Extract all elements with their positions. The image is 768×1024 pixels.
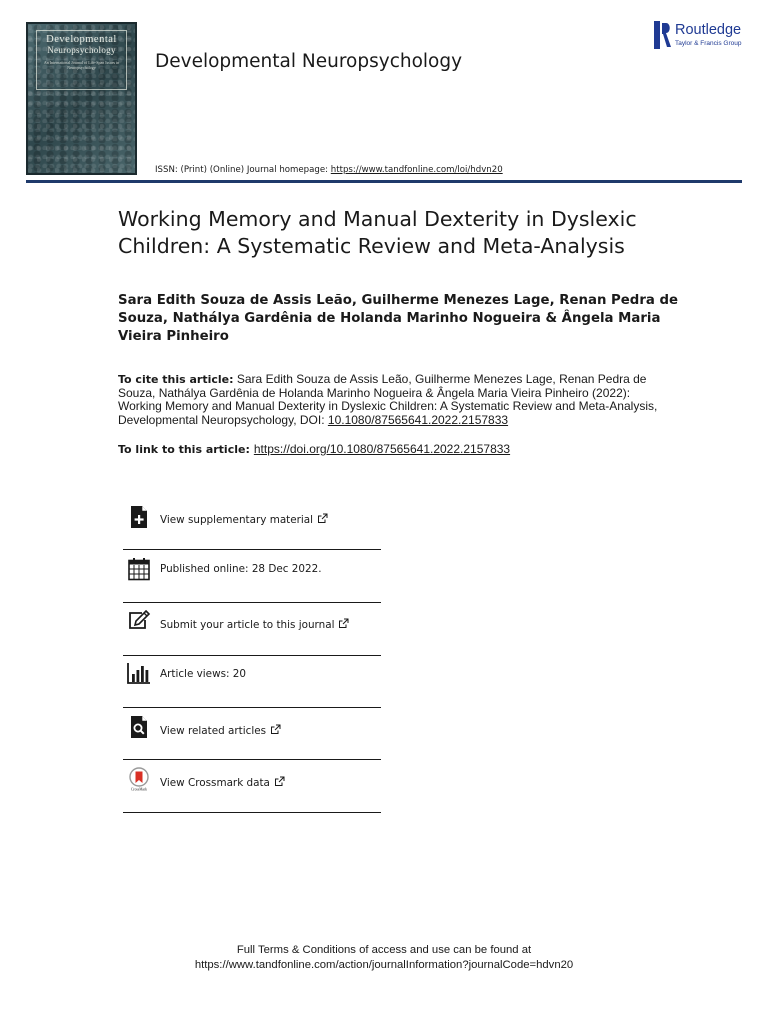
cite-doi-link[interactable]: 10.1080/87565641.2022.2157833 xyxy=(327,412,509,427)
edit-icon xyxy=(127,609,151,633)
cover-title-box xyxy=(36,30,127,90)
related-articles-label: View related articles xyxy=(160,724,281,737)
external-link-icon xyxy=(274,776,285,787)
info-divider xyxy=(123,759,381,760)
info-divider xyxy=(123,602,381,603)
routledge-logo-icon xyxy=(654,21,672,49)
supplementary-file-icon xyxy=(127,505,151,529)
publisher-tagline: Taylor & Francis Group xyxy=(675,40,742,47)
info-divider xyxy=(123,707,381,708)
info-divider xyxy=(123,812,381,813)
article-doi-link[interactable]: https://doi.org/10.1080/87565641.2022.2157833 xyxy=(253,442,511,456)
external-link-icon xyxy=(270,724,281,735)
header-divider xyxy=(26,180,742,183)
journal-title: Developmental Neuropsychology xyxy=(155,51,463,72)
published-online-item xyxy=(123,552,381,604)
footer-line1: Full Terms & Conditions of access and use can be found at xyxy=(236,944,532,956)
citation-block xyxy=(118,373,658,427)
article-authors: Sara Edith Souza de Assis Leão, Guilherme Menezes Lage, Renan Pedra de Souza, Nathálya Gardênia de Holanda Marinho Nogueira & Ângela Maria Vieira Pinheiro xyxy=(118,293,679,344)
link-label: To link to this article: xyxy=(118,443,250,456)
calendar-icon xyxy=(127,557,151,581)
related-articles-item[interactable] xyxy=(123,710,381,762)
crossmark-caption: CrossMark xyxy=(131,787,147,791)
journal-cover xyxy=(26,22,137,175)
submit-article-label: Submit your article to this journal xyxy=(160,618,349,631)
cite-text: Sara Edith Souza de Assis Leão, Guilherme Menezes Lage, Renan Pedra de Souza, Nathálya Gardênia de Holanda Marinho Nogueira & Ângela Maria Vieira Pinheiro (2022): Working Memory and Manual Dexterity in Dyslexic Children: A Systematic Review and Meta-Analysis, Developmental Neuropsychology, DOI: xyxy=(118,372,658,427)
article-views-item xyxy=(123,658,381,710)
footer-terms-link[interactable]: https://www.tandfonline.com/action/journalInformation?journalCode=hdvn20 xyxy=(194,958,574,971)
bar-chart-icon xyxy=(127,661,151,685)
cover-title-line1: Developmental xyxy=(46,34,117,45)
search-document-icon xyxy=(127,715,151,739)
external-link-icon xyxy=(338,618,349,629)
crossmark-icon xyxy=(127,767,151,791)
info-divider xyxy=(123,549,381,550)
article-views-label: Article views: 20 xyxy=(160,668,247,680)
supplementary-material-label: View supplementary material xyxy=(160,513,328,526)
article-title: Working Memory and Manual Dexterity in Dyslexic Children: A Systematic Review and Meta-Analysis xyxy=(118,207,637,258)
issn-text: ISSN: (Print) (Online) Journal homepage: xyxy=(155,165,331,175)
published-online-label: Published online: 28 Dec 2022. xyxy=(160,563,322,575)
crossmark-label: View Crossmark data xyxy=(160,776,285,789)
cite-label: To cite this article: xyxy=(118,373,234,386)
terms-footer xyxy=(0,943,768,972)
supplementary-material-item[interactable] xyxy=(123,500,381,552)
issn-line xyxy=(155,165,503,175)
publisher-name: Routledge xyxy=(675,22,742,38)
publisher-logo[interactable] xyxy=(654,21,746,51)
cover-subtitle: An International Journal of Life-Span Issues in Neuropsychology xyxy=(43,60,120,70)
journal-homepage-link[interactable]: https://www.tandfonline.com/loi/hdvn20 xyxy=(330,165,503,175)
cover-title-line2: Neuropsychology xyxy=(47,45,116,55)
external-link-icon xyxy=(317,513,328,524)
submit-article-item[interactable] xyxy=(123,605,381,657)
info-divider xyxy=(123,655,381,656)
article-link-block xyxy=(118,442,678,456)
crossmark-item[interactable] xyxy=(123,762,381,814)
